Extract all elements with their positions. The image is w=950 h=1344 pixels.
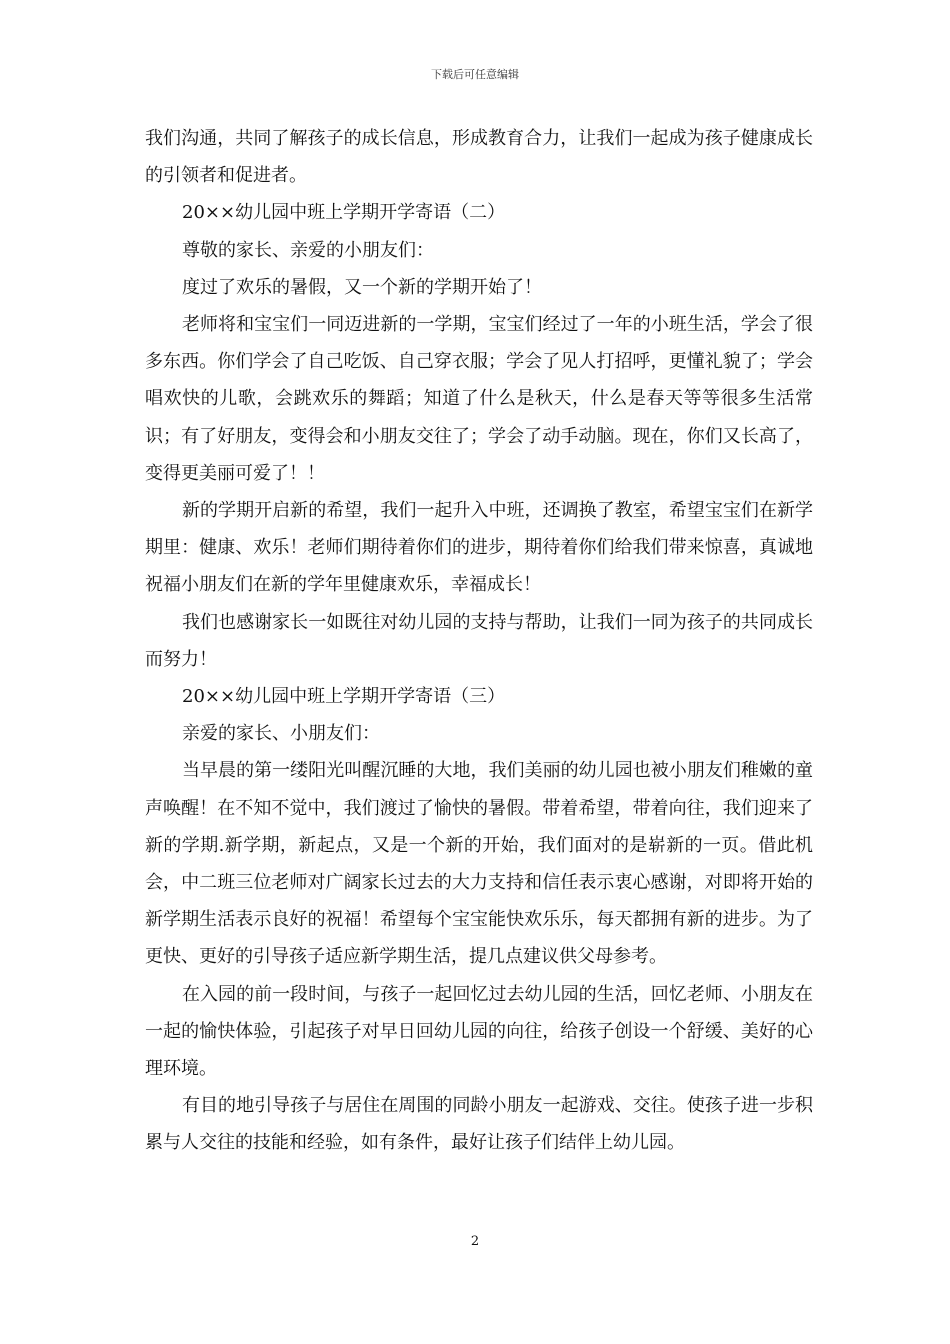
paragraph: 我们也感谢家长一如既往对幼儿园的支持与帮助，让我们一同为孩子的共同成长而努力！ bbox=[145, 611, 813, 670]
paragraph: 当早晨的第一缕阳光叫醒沉睡的大地，我们美丽的幼儿园也被小朋友们稚嫩的童声唤醒！在不知不觉中，我们渡过了愉快的暑假。带着希望，带着向往，我们迎来了新的学期.新学期，新起点，又是一个新的开始，我们面对的是崭新的一页。借此机会，中二班三位老师对广阔家长过去的大力支持和信任表示衷心感谢，对即将开始的新学期生活表示良好的祝福！希望每个宝宝能快欢乐乐，每天都拥有新的进步。为了更快、更好的引导孩子适应新学期生活，提几点建议供父母参考。 bbox=[145, 760, 813, 968]
paragraph-continued: 我们沟通，共同了解孩子的成长信息，形成教育合力，让我们一起成为孩子健康成长的引领者和促进者。 bbox=[145, 128, 813, 187]
salutation: 尊敬的家长、亲爱的小朋友们： bbox=[182, 239, 434, 261]
paragraph: 在入园的前一段时间，与孩子一起回忆过去幼儿园的生活，回忆老师、小朋友在一起的愉快体验，引起孩子对早日回幼儿园的向往，给孩子创设一个舒缓、美好的心理环境。 bbox=[145, 983, 813, 1080]
paragraph: 有目的地引导孩子与居住在周围的同龄小朋友一起游戏、交往。使孩子进一步积累与人交往的技能和经验，如有条件，最好让孩子们结伴上幼儿园。 bbox=[145, 1095, 813, 1154]
section-heading-2: 20××幼儿园中班上学期开学寄语（二） bbox=[182, 202, 506, 224]
page-number: 2 bbox=[470, 1234, 480, 1249]
document-body bbox=[145, 120, 813, 1162]
paragraph: 老师将和宝宝们一同迈进新的一学期，宝宝们经过了一年的小班生活，学会了很多东西。你们学会了自己吃饭、自己穿衣服；学会了见人打招呼，更懂礼貌了；学会唱欢快的儿歌，会跳欢乐的舞蹈；知道了什么是秋天，什么是春天等等很多生活常识；有了好朋友，变得会和小朋友交往了；学会了动手动脑。现在，你们又长高了，变得更美丽可爱了！！ bbox=[145, 314, 813, 484]
page-header: 下载后可任意编辑 bbox=[431, 68, 519, 81]
salutation: 亲爱的家长、小朋友们： bbox=[182, 723, 380, 745]
section-heading-3: 20××幼儿园中班上学期开学寄语（三） bbox=[182, 686, 506, 708]
paragraph: 新的学期开启新的希望，我们一起升入中班，还调换了教室，希望宝宝们在新学期里：健康、欢乐！老师们期待着你们的进步，期待着你们给我们带来惊喜，真诚地祝福小朋友们在新的学年里健康欢乐，幸福成长！ bbox=[145, 500, 813, 596]
paragraph: 度过了欢乐的暑假，又一个新的学期开始了！ bbox=[182, 276, 542, 298]
